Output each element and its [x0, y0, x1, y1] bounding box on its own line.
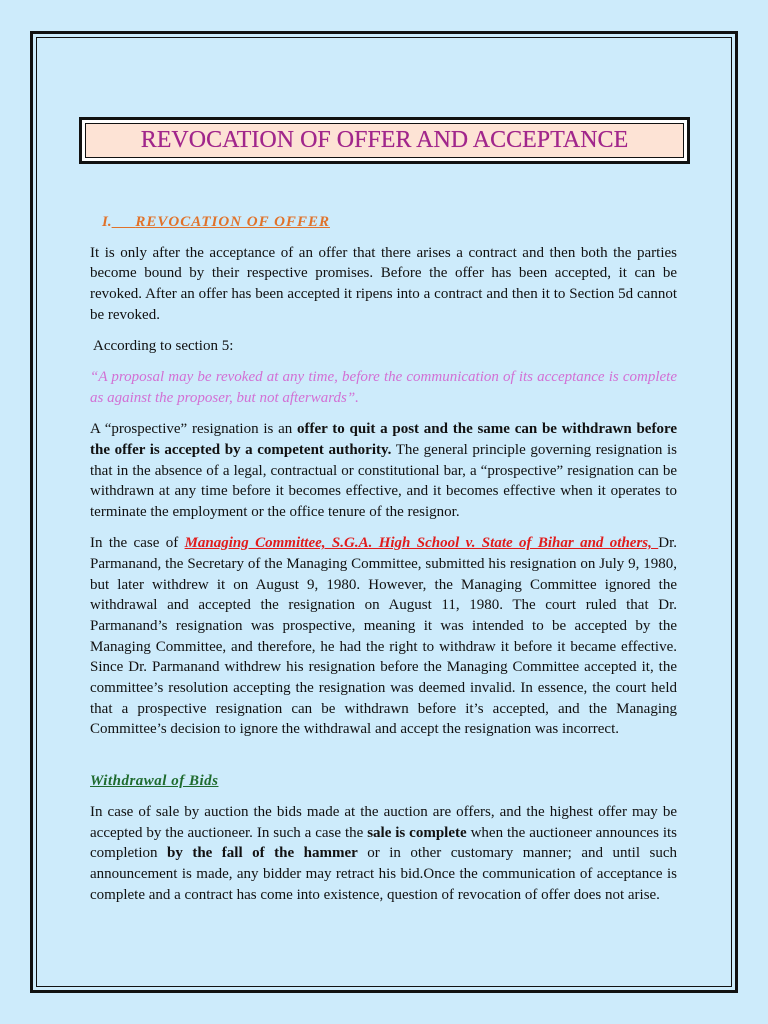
quote-section-5: “A proposal may be revoked at any time, before the communication of its acceptance is complete as against the proposer, but not afterwards”.	[90, 369, 677, 406]
text-span: A “prospective” resignation is an	[90, 421, 298, 438]
text-span: In case of sale by auction the bids made at the auction are offers, and the highest offer may be accepted by the auctioneer. In such a case the	[90, 803, 677, 841]
document-body	[90, 212, 677, 916]
paragraph-auction	[90, 802, 677, 906]
bold-text: offer to quit a post and the same can be withdrawn before the offer is accepted by a competent authority.	[90, 421, 677, 458]
title-box	[79, 117, 690, 164]
bold-text: by the fall of the hammer	[166, 845, 358, 862]
paragraph-intro: It is only after the acceptance of an offer that there arises a contract and then both the parties become bound by their respective promises. Before the offer has been accepted, it can be revoked. After an offer has been accepted it ripens into a contract and then it to Section 5d cannot be revoked.	[90, 244, 677, 323]
text-span: Dr. Parmanand, the Secretary of the Managing Committee, submitted his resignation on July 9, 1980, but later withdrew it on August 9, 1980. However, the Managing Committee ignored the withdrawal and accepted the resignation on August 11, 1980. The court ruled that Dr. Parmanand’s resignation was prospective, meaning it was intended to be accepted by the Managing Committee, and therefore, he had the right to withdraw it before it became effective. Since Dr. Parmanand withdrew his resignation before the Managing Committee accepted it, the committee’s resolution accepting the resignation was deemed invalid. In essence, the court held that a prospective resignation can be withdrawn before it’s accepted, and the Managing Committee’s decision to ignore the withdrawal and accept the resignation was incorrect.	[90, 535, 677, 738]
page-title: REVOCATION OF OFFER AND ACCEPTANCE	[140, 127, 629, 153]
case-citation-link[interactable]: Managing Committee, S.G.A. High School v. State of Bihar and others,	[184, 535, 659, 552]
section-number: I.	[102, 214, 112, 230]
text-span: In the case of	[90, 535, 185, 552]
bold-text: sale is complete	[367, 824, 467, 841]
title-box-inner	[85, 123, 684, 158]
section-heading-revocation	[102, 212, 677, 233]
paragraph-section-ref: According to section 5:	[93, 338, 234, 355]
section-heading-gap	[112, 214, 136, 230]
text-span: The general principle governing resignation is that in the absence of a legal, contractual or constitutional bar, a “prospective” resignation can be withdrawn at any time before it becomes effective, and it becomes effective when it operates to terminate the employment or the office tenure of the resignor.	[90, 441, 677, 520]
subheading-withdrawal-of-bids: Withdrawal of Bids	[90, 773, 219, 790]
paragraph-case	[90, 533, 677, 740]
section-heading-text: REVOCATION OF OFFER	[135, 214, 330, 230]
paragraph-prospective-resignation	[90, 419, 677, 523]
text-span: when the auctioneer announces its completion	[90, 824, 678, 862]
text-span: or in other customary manner; and until such announcement is made, any bidder may retract his bid.Once the communication of acceptance is complete and a contract has come into existence, question of revocation of offer does not arise.	[90, 845, 677, 903]
